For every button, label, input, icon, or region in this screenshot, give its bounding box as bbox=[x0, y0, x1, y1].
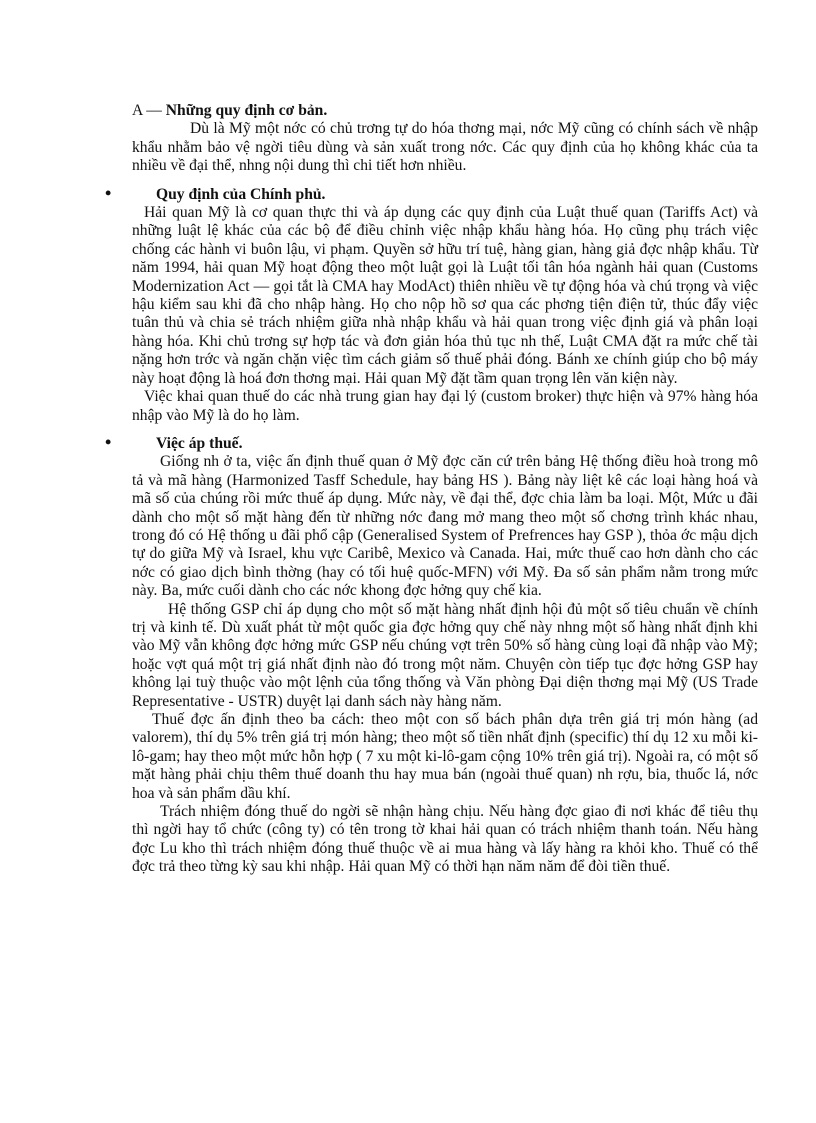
body-paragraph: Trách nhiệm đóng thuế do ngời sẽ nhận hàng chịu. Nếu hàng đợc giao đi nơi khác để tiêu thụ thì ngời hay tổ chức (công ty) có tên trong tờ khai hải quan có trách nhiệm thanh toán. Nếu hàng đợc Lu kho thì trách nhiệm đóng thuế thuộc về ai mua hàng và lấy hàng ra khỏi kho. Thuế có thể đợc trả theo từng kỳ sau khi nhập. Hải quan Mỹ có thời hạn năm năm để đòi tiền thuế. bbox=[132, 803, 758, 876]
body-paragraph: Hải quan Mỹ là cơ quan thực thi và áp dụng các quy định của Luật thuế quan (Tariffs Act) và những luật lệ khác của các bộ để điều chỉnh việc nhập khẩu hàng hóa. Họ cũng phụ trách việc chống các hành vi buôn lậu, vi phạm. Quyền sở hữu trí tuệ, hàng gian, hàng giả đợc nhập khẩu. Từ năm 1994, hải quan Mỹ hoạt động theo một luật gọi là Luật tối tân hóa ngành hải quan (Customs Modernization Act — gọi tắt là CMA hay ModAct) thiên nhiều về tự động hóa và chú trọng và việc hậu kiểm sau khi đã cho nhập hàng. Họ cho nộp hồ sơ qua các phơng tiện điện tử, thúc đẩy việc tuân thủ và chia sẻ trách nhiệm giữa nhà nhập khẩu và hải quan trong việc định giá và phân loại hàng hóa. Khi chủ trơng sự hợp tác và đơn giản hóa thủ tục nh thế, Luật CMA đặt ra mức chế tài nặng hơn trớc và ngăn chặn việc tìm cách giảm số thuế phải đóng. Bánh xe chính giúp cho bộ máy này hoạt động là hoá đơn thơng mại. Hải quan Mỹ đặt tầm quan trọng lên văn kiện này. bbox=[132, 204, 758, 387]
body-paragraph: Giống nh ở ta, việc ấn định thuế quan ở Mỹ đợc căn cứ trên bảng Hệ thống điều hoà trong mô tả và mã hàng (Harmonized Tasff Schedule, hay bảng HS ). Bảng này liệt kê các loại hàng hoá và mã số của chúng rồi mức thuế áp dụng. Mức này, về đại thể, đợc chia làm ba loại. Một, Mức u đãi dành cho một số mặt hàng đến từ những nớc đang mở mang theo một số chơng trình khác nhau, trong đó có Hệ thống u đãi phổ cập (Generalised System of Prefrences hay GSP ), thỏa ớc mậu dịch tự do giữa Mỹ và Israel, khu vực Caribê, Mexico và Canada. Hai, mức thuế cao hơn dành cho các nớc có giao dịch bình thờng (hay có tối huệ quốc-MFN) với Mỹ. Đa số sản phẩm nằm trong mức này. Ba, mức cuối dành cho các nớc khong đợc hởng quy chế kia. bbox=[132, 453, 758, 600]
intro-paragraph: Dù là Mỹ một nớc có chủ trơng tự do hóa thơng mại, nớc Mỹ cũng có chính sách về nhập khẩu nhằm bảo vệ ngời tiêu dùng và sản xuất trong nớc. Các quy định của họ không khác của ta nhiều về đại thể, nhng nội dung thì chi tiết hơn nhiều. bbox=[132, 120, 758, 175]
body-paragraph: Việc khai quan thuế do các nhà trung gian hay đại lý (custom broker) thực hiện và 97% hàng hóa nhập vào Mỹ là do họ làm. bbox=[132, 388, 758, 424]
bullet-icon: • bbox=[105, 182, 112, 203]
body-paragraph: Thuế đợc ấn định theo ba cách: theo một con số bách phân dựa trên giá trị món hàng (ad valorem), thí dụ 5% trên giá trị món hàng; theo một số tiền nhất định (specific) thí dụ 12 xu mỗi ki-lô-gam; hay theo một mức hỗn hợp ( 7 xu một ki-lô-gam cộng 10% trên giá trị). Ngoài ra, có một số mặt hàng phải chịu thêm thuế doanh thu hay mua bán (ngoài thuế quan) nh rợu, bia, thuốc lá, nớc hoa và sản phẩm dầu khí. bbox=[132, 711, 758, 802]
heading-title: Những quy định cơ bản. bbox=[165, 102, 328, 119]
section-heading bbox=[132, 102, 758, 120]
heading-prefix: A — bbox=[132, 102, 166, 119]
section-government-regulations bbox=[105, 182, 758, 425]
section-title: Quy định của Chính phủ. bbox=[156, 185, 326, 203]
body-paragraph: Hệ thống GSP chỉ áp dụng cho một số mặt hàng nhất định hội đủ một số tiêu chuẩn về chính trị và kinh tế. Dù xuất phát từ một quốc gia đợc hởng quy chế này nhng một số hàng nhất định khi vào Mỹ vẫn không đợc hởng mức GSP nếu chúng vợt trên 50% số hàng cùng loại đã nhập vào Mỹ; hoặc vợt quá một trị giá nhất định nào đó trong một năm. Chuyện còn tiếp tục đợc hởng GSP hay không lại tuỳ thuộc vào một lệnh của tổng thống và Văn phòng Đại diện thơng mại Mỹ (US Trade Representative - USTR) duyệt lại danh sách này hàng năm. bbox=[132, 600, 758, 710]
section-title: Việc áp thuế. bbox=[156, 434, 243, 452]
bullet-icon: • bbox=[105, 431, 112, 452]
document-page bbox=[105, 102, 758, 877]
section-tax-application bbox=[105, 431, 758, 877]
